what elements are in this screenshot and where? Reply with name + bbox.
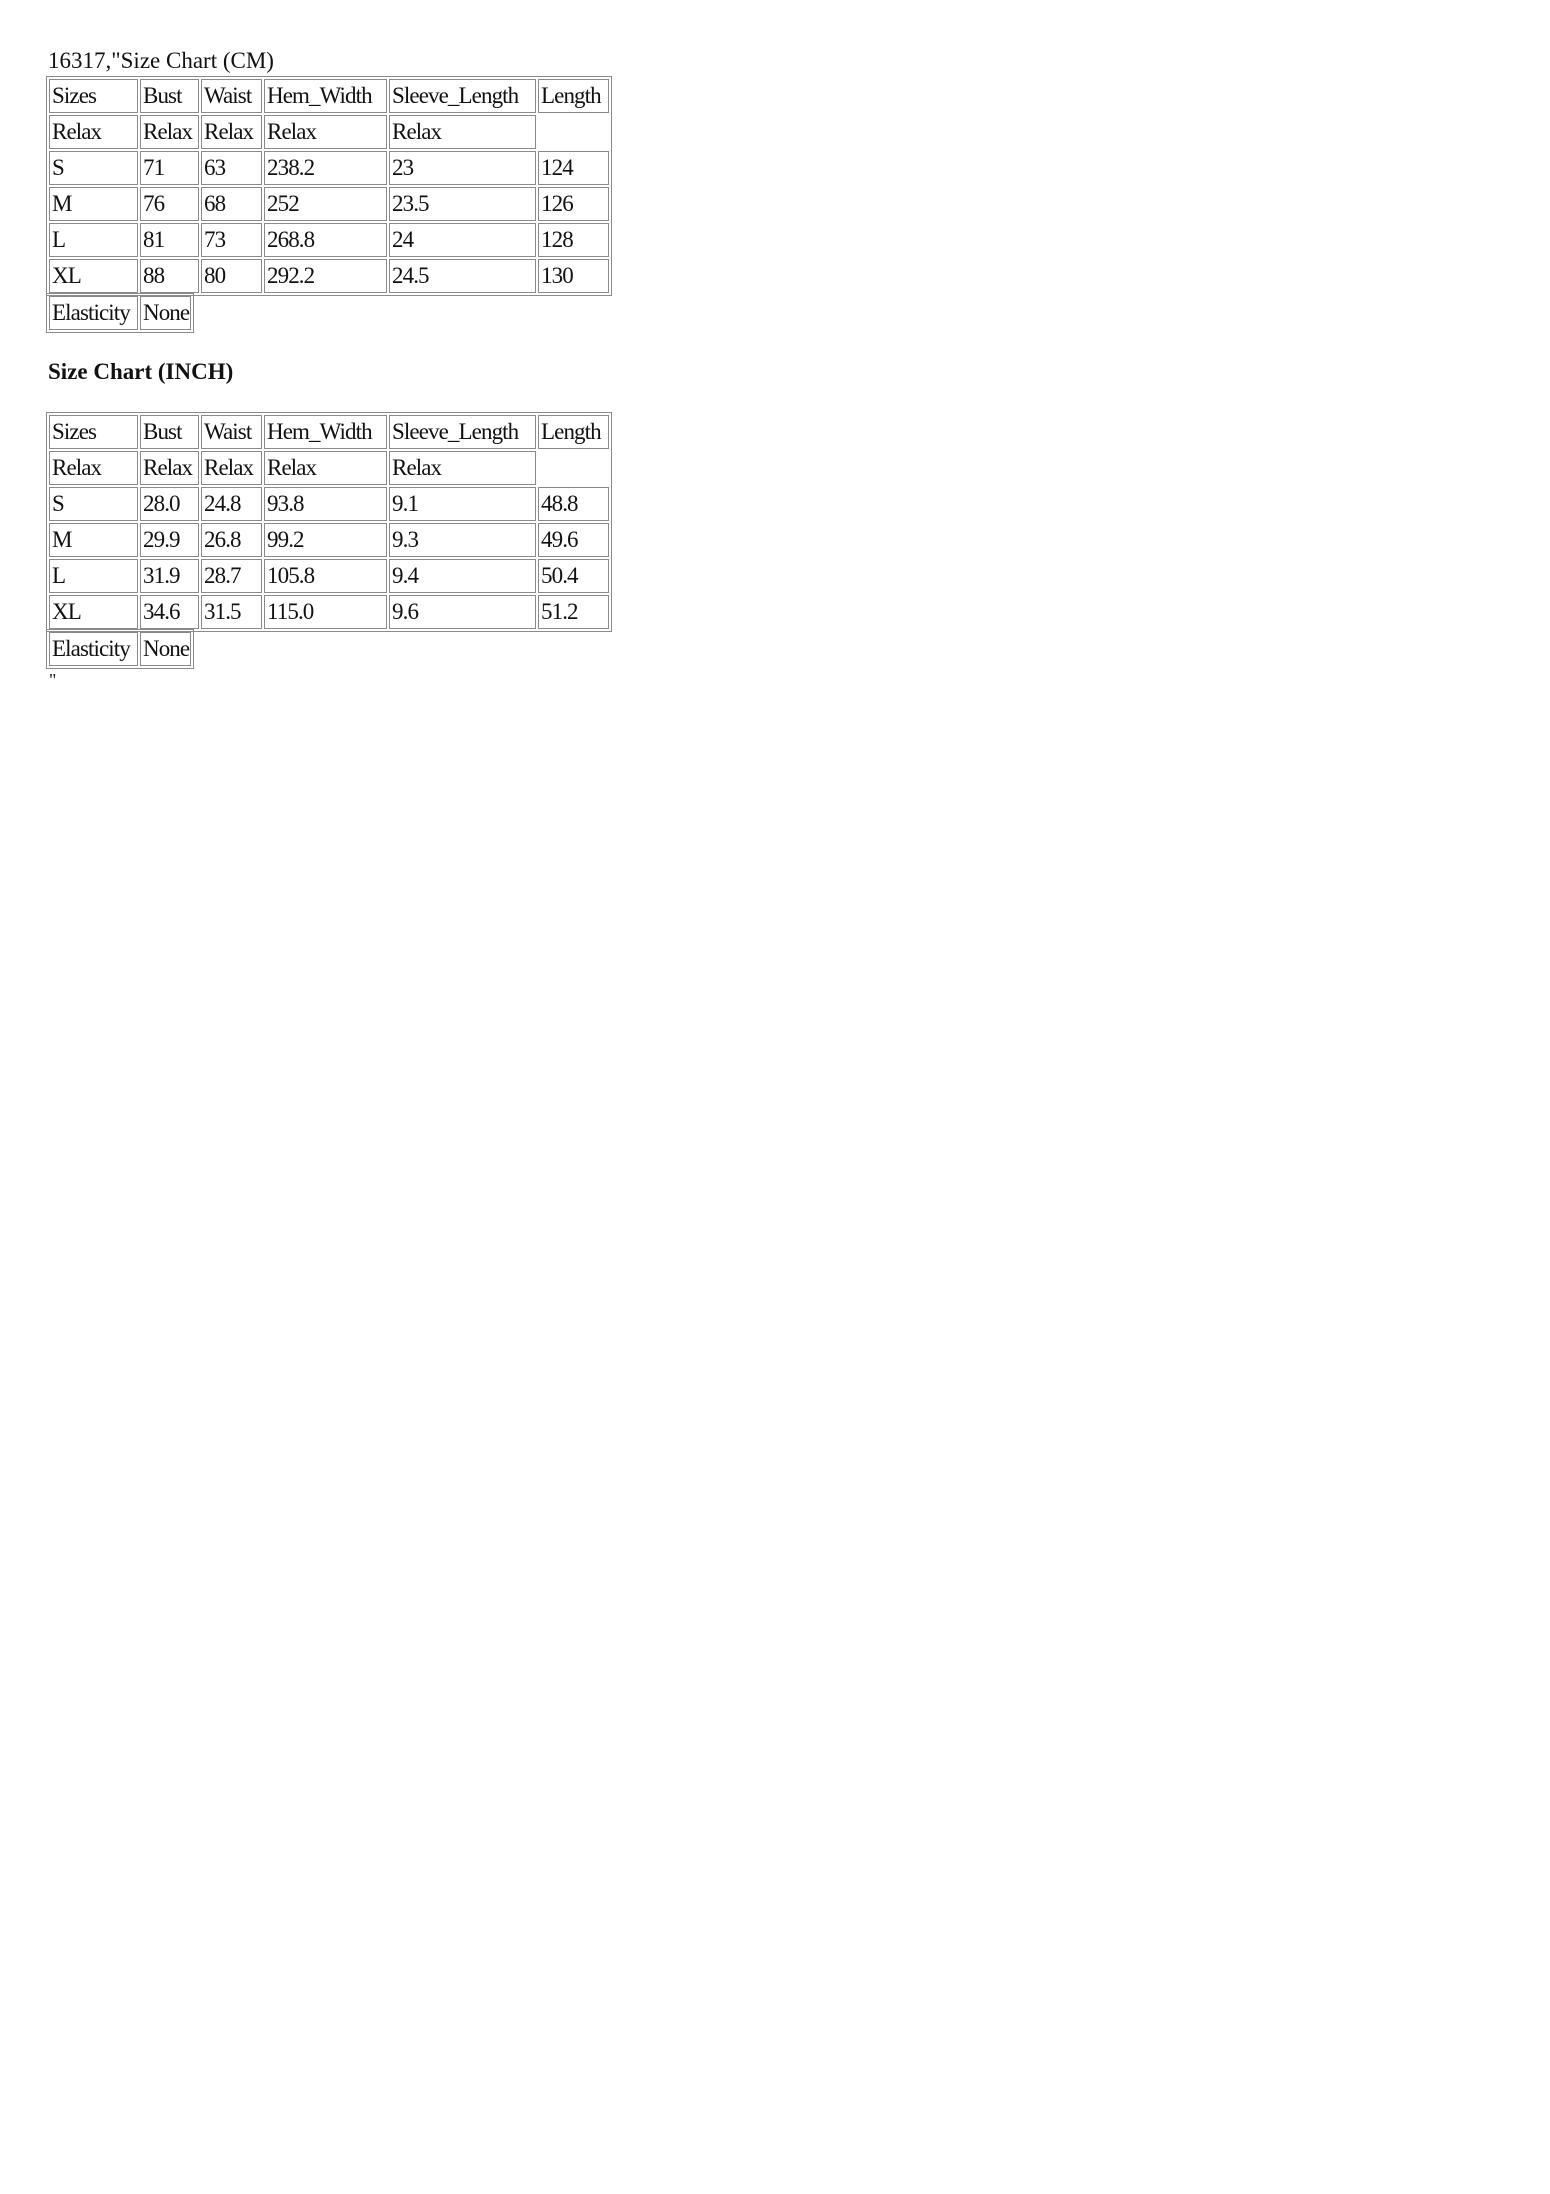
header-sizes: Sizes bbox=[49, 415, 138, 449]
table-cell: Relax bbox=[264, 115, 387, 149]
table-header-row bbox=[49, 415, 609, 449]
header-sleeve-length: Sleeve_Length bbox=[389, 79, 536, 113]
table-cell: Relax bbox=[389, 451, 536, 485]
table-cell: M bbox=[49, 523, 138, 557]
header-length: Length bbox=[538, 79, 609, 113]
table-cell: 124 bbox=[538, 151, 609, 185]
elasticity-inch-table bbox=[46, 629, 194, 669]
table-cell: XL bbox=[49, 259, 138, 293]
table-cell: 130 bbox=[538, 259, 609, 293]
table-cell: 99.2 bbox=[264, 523, 387, 557]
table-cell: Relax bbox=[140, 115, 199, 149]
table-cell: 126 bbox=[538, 187, 609, 221]
table-cell: Relax bbox=[201, 451, 262, 485]
table-cell: 80 bbox=[201, 259, 262, 293]
table-cell: 71 bbox=[140, 151, 199, 185]
table-cell: 105.8 bbox=[264, 559, 387, 593]
closing-quote: " bbox=[49, 670, 57, 690]
table-cell: 292.2 bbox=[264, 259, 387, 293]
elasticity-cm-table bbox=[46, 293, 194, 333]
table-cell: XL bbox=[49, 595, 138, 629]
table-cell: 9.3 bbox=[389, 523, 536, 557]
document-title: 16317,"Size Chart (CM) bbox=[48, 48, 274, 73]
table-cell: 49.6 bbox=[538, 523, 609, 557]
table-cell: 31.9 bbox=[140, 559, 199, 593]
table-cell: 50.4 bbox=[538, 559, 609, 593]
table-cell-empty bbox=[538, 451, 609, 485]
table-cell: 24.8 bbox=[201, 487, 262, 521]
document-page bbox=[47, 46, 747, 689]
table-row bbox=[49, 187, 609, 221]
header-bust: Bust bbox=[140, 79, 199, 113]
table-cell: L bbox=[49, 223, 138, 257]
table-cell: Relax bbox=[264, 451, 387, 485]
table-cell: 23 bbox=[389, 151, 536, 185]
table-cell: 48.8 bbox=[538, 487, 609, 521]
header-hem-width: Hem_Width bbox=[264, 415, 387, 449]
table-cell: 29.9 bbox=[140, 523, 199, 557]
table-cell: Relax bbox=[201, 115, 262, 149]
header-sizes: Sizes bbox=[49, 79, 138, 113]
table-row bbox=[49, 223, 609, 257]
table-cell: 73 bbox=[201, 223, 262, 257]
table-cell: 28.7 bbox=[201, 559, 262, 593]
elasticity-row bbox=[49, 296, 191, 330]
table-row bbox=[49, 559, 609, 593]
table-cell: 268.8 bbox=[264, 223, 387, 257]
table-cell: 115.0 bbox=[264, 595, 387, 629]
size-chart-cm-table bbox=[46, 76, 612, 296]
table-cell: 51.2 bbox=[538, 595, 609, 629]
table-row bbox=[49, 523, 609, 557]
table-cell: 34.6 bbox=[140, 595, 199, 629]
header-hem-width: Hem_Width bbox=[264, 79, 387, 113]
table-cell: 28.0 bbox=[140, 487, 199, 521]
table-cell: 23.5 bbox=[389, 187, 536, 221]
relax-row bbox=[49, 451, 609, 485]
header-length: Length bbox=[538, 415, 609, 449]
table-cell: 252 bbox=[264, 187, 387, 221]
inch-section-heading: Size Chart (INCH) bbox=[48, 359, 234, 384]
header-waist: Waist bbox=[201, 79, 262, 113]
table-cell: 88 bbox=[140, 259, 199, 293]
table-cell: 238.2 bbox=[264, 151, 387, 185]
table-cell: Relax bbox=[389, 115, 536, 149]
elasticity-value: None bbox=[140, 296, 191, 330]
table-cell: 63 bbox=[201, 151, 262, 185]
table-cell: 9.1 bbox=[389, 487, 536, 521]
table-cell: M bbox=[49, 187, 138, 221]
table-cell-empty bbox=[538, 115, 609, 149]
table-cell: L bbox=[49, 559, 138, 593]
table-row bbox=[49, 259, 609, 293]
header-bust: Bust bbox=[140, 415, 199, 449]
elasticity-value: None bbox=[140, 632, 191, 666]
table-cell: 128 bbox=[538, 223, 609, 257]
relax-row bbox=[49, 115, 609, 149]
table-cell: 76 bbox=[140, 187, 199, 221]
elasticity-label: Elasticity bbox=[49, 632, 138, 666]
table-row bbox=[49, 151, 609, 185]
table-cell: 9.6 bbox=[389, 595, 536, 629]
table-cell: 9.4 bbox=[389, 559, 536, 593]
elasticity-label: Elasticity bbox=[49, 296, 138, 330]
header-sleeve-length: Sleeve_Length bbox=[389, 415, 536, 449]
table-cell: Relax bbox=[49, 451, 138, 485]
table-cell: Relax bbox=[140, 451, 199, 485]
table-cell: 24.5 bbox=[389, 259, 536, 293]
table-cell: Relax bbox=[49, 115, 138, 149]
table-cell: 93.8 bbox=[264, 487, 387, 521]
table-row bbox=[49, 487, 609, 521]
header-waist: Waist bbox=[201, 415, 262, 449]
table-cell: S bbox=[49, 487, 138, 521]
table-row bbox=[49, 595, 609, 629]
size-chart-inch-table bbox=[46, 412, 612, 632]
table-cell: S bbox=[49, 151, 138, 185]
table-cell: 26.8 bbox=[201, 523, 262, 557]
table-cell: 81 bbox=[140, 223, 199, 257]
table-cell: 68 bbox=[201, 187, 262, 221]
table-header-row bbox=[49, 79, 609, 113]
elasticity-row bbox=[49, 632, 191, 666]
table-cell: 24 bbox=[389, 223, 536, 257]
table-cell: 31.5 bbox=[201, 595, 262, 629]
